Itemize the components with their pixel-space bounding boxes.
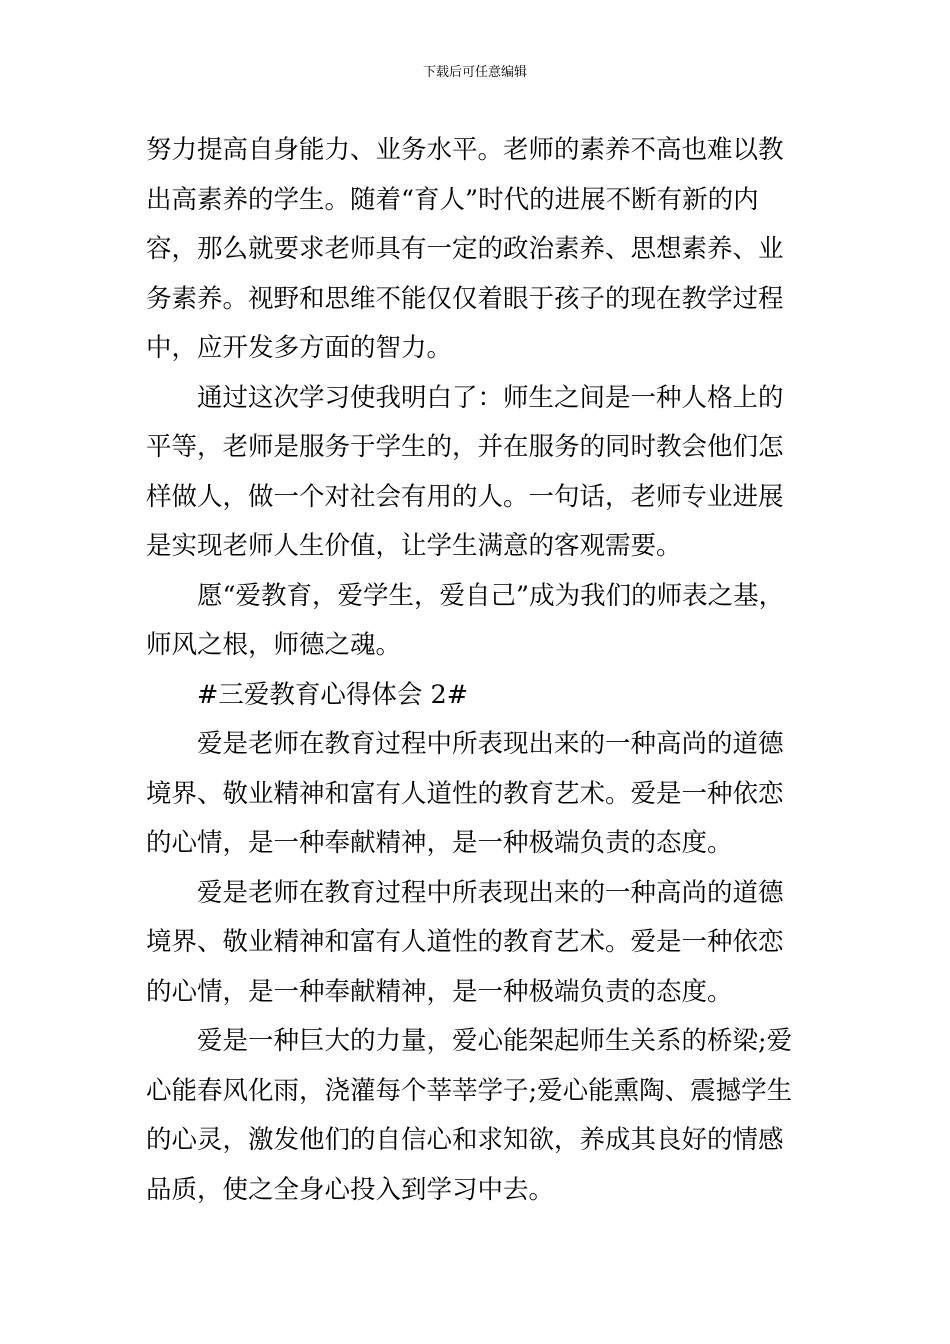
document-body <box>146 126 810 1215</box>
paragraph-start-line: 愿“爱教育，爱学生，爱自己”成为我们的师表之基， <box>197 580 785 611</box>
text-line: 努力提高自身能力、业务水平。老师的素养不高也难以教 <box>146 135 784 165</box>
text-line: 心能春风化雨，浇灌每个莘莘学子;爱心能熏陶、震撼学生 <box>146 1075 793 1106</box>
paragraph-start-line: 爱是老师在教育过程中所表现出来的一种高尚的道德 <box>197 729 784 759</box>
text-line: 品质，使之全身心投入到学习中去。 <box>146 1174 555 1205</box>
text-line: 的心情，是一种奉献精神，是一种极端负责的态度。 <box>146 976 733 1007</box>
text-line: 出高素养的学生。随着“育人”时代的进展不断有新的内 <box>146 184 759 215</box>
paragraph-start-line: 通过这次学习使我明白了：师生之间是一种人格上的 <box>197 382 784 413</box>
text-line: 境界、敬业精神和富有人道性的教育艺术。爱是一种依恋 <box>146 778 784 809</box>
paragraph-start-line: 爱是老师在教育过程中所表现出来的一种高尚的道德 <box>197 877 784 908</box>
text-line: 中，应开发多方面的智力。 <box>146 333 453 363</box>
page-header: 下载后可任意编辑 <box>422 65 527 80</box>
text-line: 务素养。视野和思维不能仅仅着眼于孩子的现在教学过程 <box>146 283 784 314</box>
text-line: 是实现老师人生价值，让学生满意的客观需要。 <box>146 531 682 561</box>
text-line: 容，那么就要求老师具有一定的政治素养、思想素养、业 <box>146 234 784 264</box>
text-line: 平等，老师是服务于学生的，并在服务的同时教会他们怎 <box>146 432 784 462</box>
text-line: 的心灵，激发他们的自信心和求知欲，养成其良好的情感 <box>146 1125 784 1155</box>
text-line: 样做人，做一个对社会有用的人。一句话，老师专业进展 <box>146 481 784 512</box>
section-heading: #三爱教育心得体会 2# <box>197 679 469 710</box>
text-line: 的心情，是一种奉献精神，是一种极端负责的态度。 <box>146 828 733 858</box>
text-line: 师风之根，师德之魂。 <box>146 630 402 660</box>
text-line: 境界、敬业精神和富有人道性的教育艺术。爱是一种依恋 <box>146 927 784 957</box>
paragraph-start-line: 爱是一种巨大的力量，爱心能架起师生关系的桥梁;爱 <box>197 1026 793 1056</box>
